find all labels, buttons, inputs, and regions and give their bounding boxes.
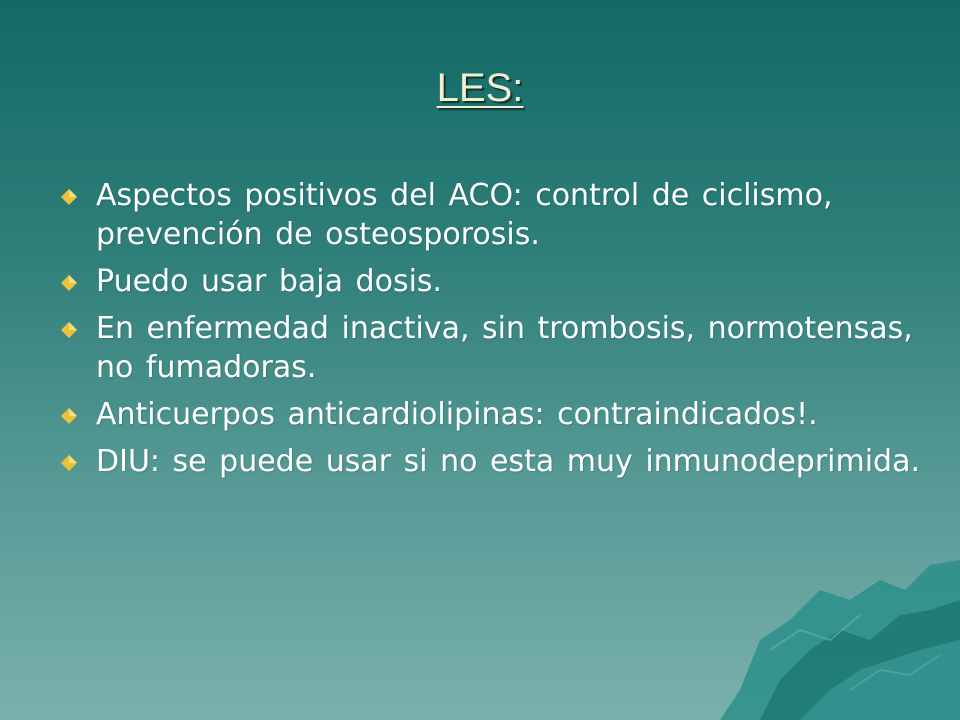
- bullet-item: [60, 309, 920, 387]
- bullet-item: [60, 262, 920, 301]
- bullet-text: Anticuerpos anticardiolipinas: contraindicados!.: [96, 397, 818, 432]
- bullet-list: [60, 176, 920, 489]
- diamond-bullet-icon: [60, 321, 78, 339]
- bullet-item: [60, 442, 920, 481]
- diamond-bullet-icon: [60, 188, 78, 206]
- diamond-bullet-icon: [60, 274, 78, 292]
- bullet-text: Puedo usar baja dosis.: [96, 264, 443, 299]
- bullet-text: En enfermedad inactiva, sin trombosis, normotensas, no fumadoras.: [96, 311, 913, 385]
- bullet-item: [60, 176, 920, 254]
- bullet-text: Aspectos positivos del ACO: control de ciclismo, prevención de osteosporosis.: [96, 178, 833, 252]
- diamond-bullet-icon: [60, 454, 78, 472]
- diamond-bullet-icon: [60, 407, 78, 425]
- slide-title: LES:: [436, 66, 524, 110]
- bullet-item: [60, 395, 920, 434]
- bullet-text: DIU: se puede usar si no esta muy inmunodeprimida.: [96, 444, 921, 479]
